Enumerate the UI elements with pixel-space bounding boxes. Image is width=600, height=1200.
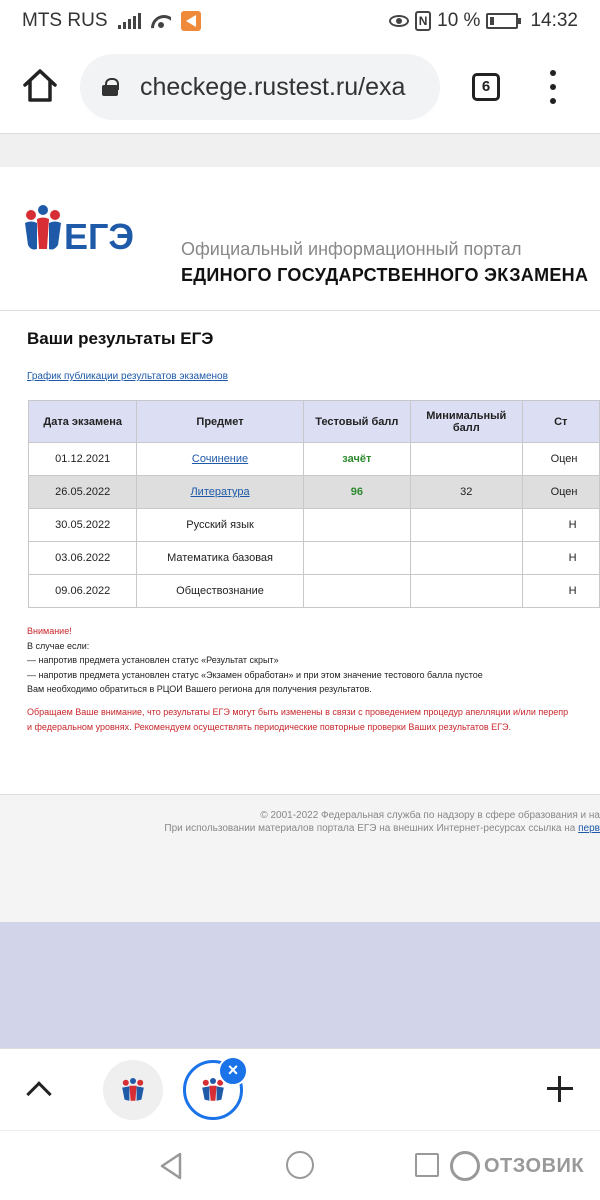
ege-logo[interactable]: [24, 205, 149, 255]
table-row: [29, 509, 600, 542]
attention-label: Внимание!: [27, 626, 72, 636]
results-table: [28, 400, 600, 608]
browser-toolbar: [0, 42, 600, 134]
page-footer: [0, 794, 600, 922]
min-score: 32: [410, 476, 522, 509]
col-header-status: Ст: [522, 401, 599, 443]
table-row: [29, 476, 600, 509]
table-row: [29, 542, 600, 575]
col-header-score: Тестовый балл: [303, 401, 410, 443]
appeal-line: Обращаем Ваше внимание, что результаты ЕГЭ могут быть изменены в связи с проведением процедур апелляции и/или перепр: [27, 707, 569, 717]
test-score: [303, 509, 410, 542]
table-row: [29, 443, 600, 476]
lock-icon: [102, 78, 118, 96]
exam-status: Оцен: [522, 443, 599, 476]
note-line: Вам необходимо обратиться в РЦОИ Вашего региона для получения результатов.: [27, 684, 372, 694]
footer-usage-text: При использовании материалов портала ЕГЭ на внешних Интернет-ресурсах ссылка на: [164, 823, 576, 834]
page-title: Ваши результаты ЕГЭ: [27, 329, 214, 348]
footer-copyright: © 2001-2022 Федеральная служба по надзору в сфере образования и на: [260, 810, 600, 821]
table-row: [29, 575, 600, 608]
exam-date: 09.06.2022: [29, 575, 137, 608]
test-score: [303, 575, 410, 608]
logo-text: ЕГЭ: [64, 216, 135, 255]
test-score: 96: [303, 476, 410, 509]
col-header-subject: Предмет: [137, 401, 303, 443]
address-bar[interactable]: [80, 54, 440, 120]
exam-status: Н: [522, 509, 599, 542]
notes-block: [27, 624, 483, 697]
footer-link[interactable]: перв: [578, 823, 600, 834]
web-page: [0, 134, 600, 922]
top-strip: [0, 134, 600, 167]
portal-title: ЕДИНОГО ГОСУДАРСТВЕННОГО ЭКЗАМЕНА: [181, 265, 589, 285]
close-tab-icon[interactable]: ×: [218, 1056, 248, 1086]
min-score: [410, 443, 522, 476]
battery-icon: [486, 13, 518, 29]
exam-date: 03.06.2022: [29, 542, 137, 575]
schedule-link[interactable]: График публикации результатов экзаменов: [27, 371, 228, 382]
exam-date: 30.05.2022: [29, 509, 137, 542]
test-score: зачёт: [303, 443, 410, 476]
subject-name: Математика базовая: [137, 542, 303, 575]
back-icon[interactable]: [158, 1151, 184, 1181]
min-score: [410, 542, 522, 575]
nfc-icon: N: [415, 11, 431, 31]
exam-status: Н: [522, 575, 599, 608]
appeal-line: и федеральном уровнях. Рекомендуем осуществлять периодические повторные проверки Ваших результатов ЕГЭ.: [27, 721, 512, 732]
note-line: — напротив предмета установлен статус «Экзамен обработан» и при этом значение тестового балла пустое: [27, 669, 483, 680]
footer-text: [164, 809, 600, 835]
chevron-up-icon[interactable]: [26, 1081, 51, 1106]
table-header-row: [29, 401, 600, 443]
exam-date: 01.12.2021: [29, 443, 137, 476]
subject-name: Обществознание: [137, 575, 303, 608]
tab-thumbnail[interactable]: [103, 1060, 163, 1120]
home-icon: [20, 66, 60, 106]
watermark: [450, 1151, 584, 1181]
notification-icon: [181, 11, 201, 31]
subject-cell: [137, 476, 303, 509]
col-header-min-score: Минимальный балл: [410, 401, 522, 443]
exam-status: Оцен: [522, 476, 599, 509]
footer-usage: [164, 822, 600, 835]
subject-link[interactable]: Сочинение: [191, 453, 249, 465]
status-bar: [0, 0, 600, 42]
tab-strip: [0, 1048, 600, 1130]
min-score: [410, 509, 522, 542]
exam-status: Н: [522, 542, 599, 575]
tab-switcher-button[interactable]: 6: [472, 73, 500, 101]
subject-cell: [137, 443, 303, 476]
min-score: [410, 575, 522, 608]
subject-name: Русский язык: [137, 509, 303, 542]
recent-apps-icon[interactable]: [415, 1153, 439, 1177]
portal-subtitle: Официальный информационный портал: [181, 239, 522, 259]
signal-icon: [118, 13, 141, 29]
watermark-text: ОТЗОВИК: [484, 1154, 585, 1177]
home-nav-icon[interactable]: [286, 1151, 314, 1179]
url-text: checkege.rustest.ru/exa: [140, 72, 406, 101]
more-menu-button[interactable]: [546, 70, 560, 104]
wifi-icon: [151, 13, 171, 29]
subject-link[interactable]: Литература: [190, 486, 250, 498]
col-header-date: Дата экзамена: [29, 401, 137, 443]
exam-date: 26.05.2022: [29, 476, 137, 509]
carrier-name: MTS RUS: [22, 10, 108, 31]
eye-icon: [389, 15, 409, 27]
new-tab-button[interactable]: [547, 1076, 573, 1102]
battery-percent: 10 %: [437, 10, 481, 31]
home-button[interactable]: [20, 66, 60, 106]
watermark-logo-icon: [450, 1151, 480, 1181]
appeal-warning: [27, 705, 568, 734]
clock: 14:32: [530, 10, 578, 31]
system-nav-bar: [0, 1130, 600, 1200]
site-header: [0, 167, 600, 311]
test-score: [303, 542, 410, 575]
note-line: В случае если:: [27, 640, 90, 651]
note-line: — напротив предмета установлен статус «Результат скрыт»: [27, 655, 279, 665]
ege-favicon-icon: [120, 1078, 146, 1102]
